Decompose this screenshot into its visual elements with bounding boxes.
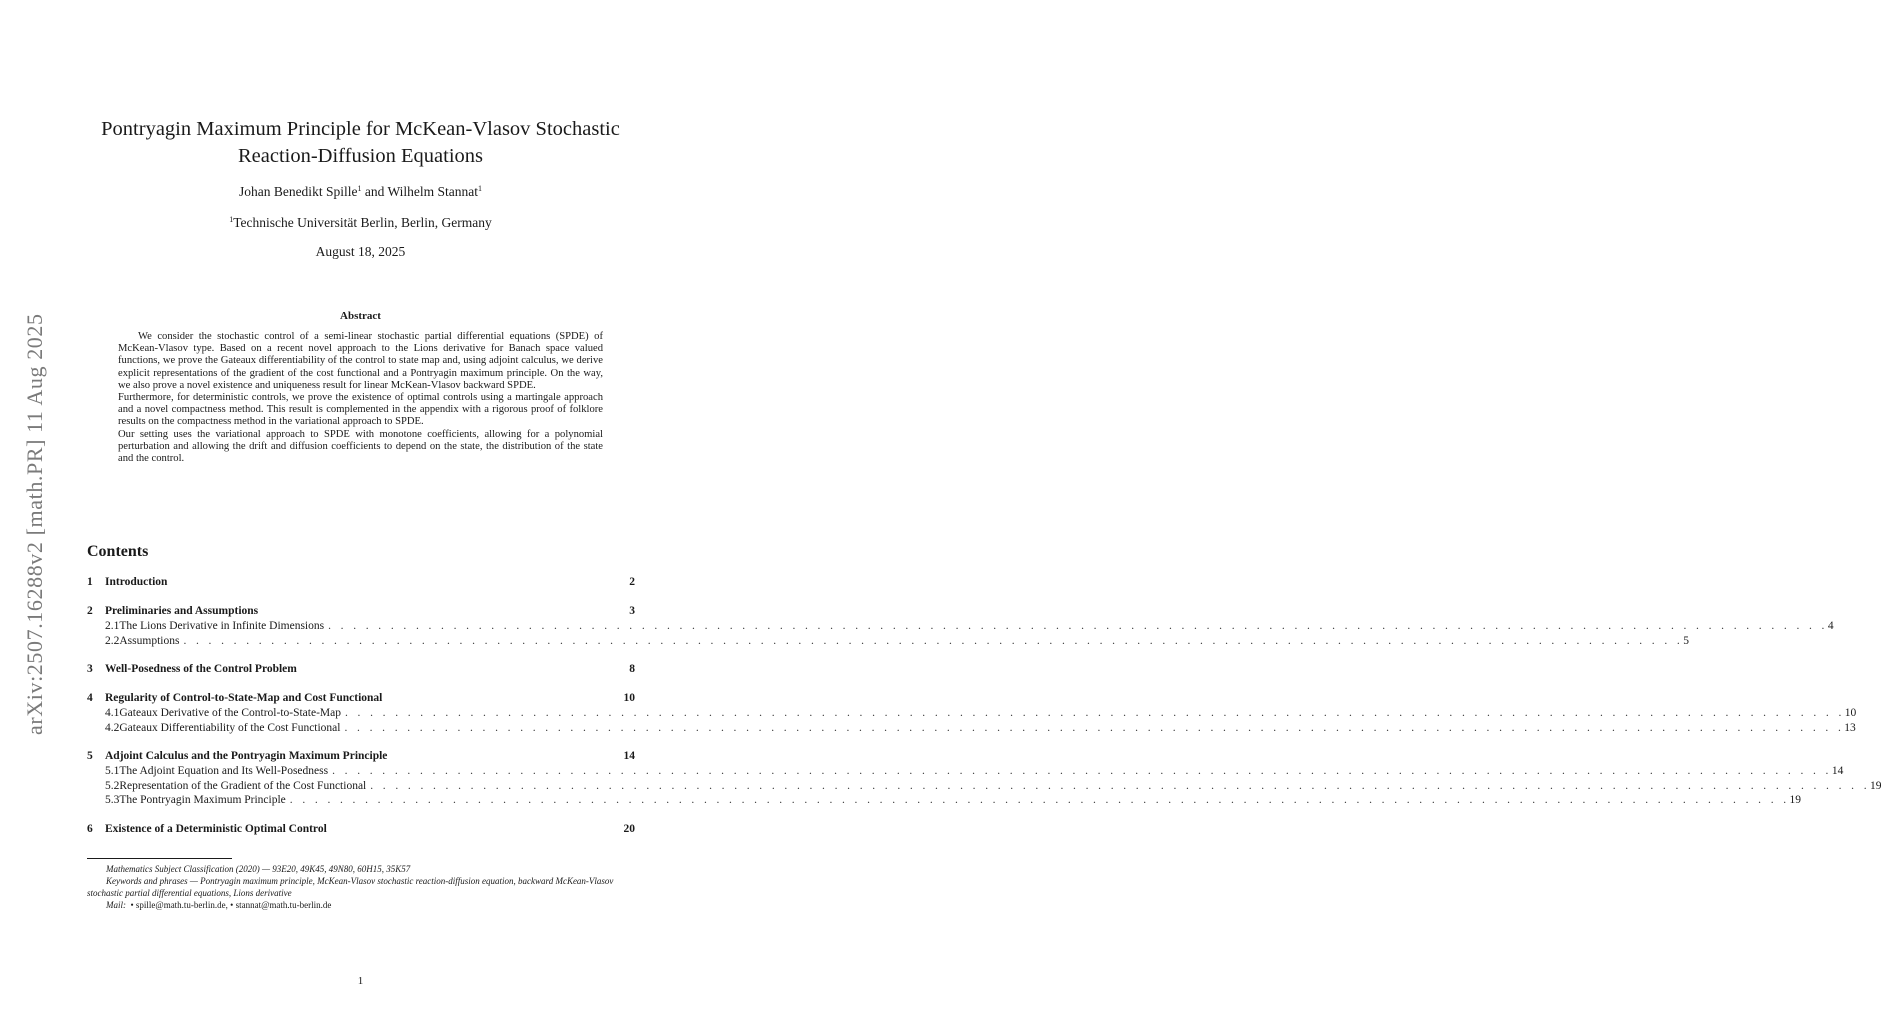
toc-section-page: 14 — [623, 750, 635, 762]
toc-subsection-title: The Lions Derivative in Infinite Dimensions — [119, 620, 325, 632]
toc-section-title: Regularity of Control-to-State-Map and Cost Functional — [105, 692, 383, 704]
toc-subsection-number: 5.1 — [105, 765, 120, 777]
footnote-mail-label: Mail: — [106, 900, 126, 910]
toc-section-number: 6 — [87, 822, 93, 835]
abstract-paragraph-1: We consider the stochastic control of a semi-linear stochastic partial differential equations (SPDE) of McKean-Vlasov type. Based on a recent novel approach to the Lions derivative for Banach space valued functions, we prove the Gateaux differentiability of the control to state map and, using adjoint calculus, we derive explicit representations of the gradient of the cost functional and a Pontryagin maximum principle. On the way, we also prove a novel existence and uniqueness result for linear McKean-Vlasov backward SPDE. — [118, 331, 603, 391]
author-2-affil-mark: 1 — [478, 184, 483, 193]
paper-title-line-1: Pontryagin Maximum Principle for McKean-Vlasov Stochastic — [101, 118, 620, 140]
author-1-affil-mark: 1 — [357, 184, 362, 193]
toc-dot-leader: . . . . . . . . . . . . . . . . . . . . . . . . . . . . . . . . . . . . . . . . . . . . . . . . . . . . . . . . . . . . . . . . . . . . . . . . . . . . . . . . . . . . . . . . . . . . . . . . . . . . . . . . . . . . . . . . . . . . . . . . — [183, 634, 1684, 647]
toc-section-6[interactable] — [87, 822, 635, 837]
toc-subsection-title: Gateaux Differentiability of the Cost Functional — [119, 721, 341, 734]
abstract-body — [118, 331, 603, 465]
toc-subsection-title: Gateaux Derivative of the Control-to-State-Map — [119, 707, 341, 719]
author-1: Johan Benedikt Spille — [238, 184, 358, 199]
toc-section-title: Existence of a Deterministic Optimal Control — [105, 822, 327, 835]
toc-subsection-page: 19 — [1789, 794, 1802, 806]
toc-subsection-number: 2.1 — [105, 620, 120, 632]
toc-section-number: 2 — [87, 605, 93, 617]
toc-subsection-title: The Adjoint Equation and Its Well-Posedness — [119, 765, 329, 777]
contents-heading: Contents — [87, 543, 149, 560]
toc-section-number: 1 — [87, 576, 93, 588]
toc-section-number: 3 — [87, 663, 93, 675]
toc-subsection-5.3[interactable] — [87, 793, 1802, 808]
footnote-keywords: Keywords and phrases — Pontryagin maximum principle, McKean-Vlasov stochastic reaction-diffusion equation, backward McKean-Vlasov stochastic partial differential equations, Lions derivative — [87, 876, 614, 898]
toc-dot-leader: . . . . . . . . . . . . . . . . . . . . . . . . . . . . . . . . . . . . . . . . . . . . . . . . . . . . . . . . . . . . . . . . . . . . . . . . . . . . . . . . . . . . . . . . . . . . . . . . . . . . . . . . . . . . . . . . . . . . . . . . — [289, 794, 1790, 806]
toc-subsection-number: 4.2 — [105, 721, 120, 734]
toc-subsection-title: Representation of the Gradient of the Cost Functional — [119, 779, 367, 792]
toc-subsection-number: 4.1 — [105, 707, 120, 719]
paper-date: August 18, 2025 — [315, 244, 406, 259]
author-2: Wilhelm Stannat — [387, 184, 479, 199]
toc-subsection-2.2[interactable] — [87, 634, 1689, 649]
table-of-contents — [87, 575, 1881, 837]
abstract-paragraph-3: Our setting uses the variational approach to SPDE with monotone coefficients, allowing for a polynomial perturbation and allowing the drift and diffusion coefficients to depend on the state, the distribution of the state and the control. — [118, 428, 603, 465]
footnote — [87, 863, 635, 911]
toc-subsection-page: 14 — [1831, 765, 1844, 777]
toc-section-5[interactable] — [87, 749, 635, 764]
toc-subsection-5.2[interactable] — [87, 779, 1881, 794]
toc-subsection-page: 13 — [1844, 721, 1856, 734]
toc-section-title: Preliminaries and Assumptions — [105, 605, 259, 617]
toc-section-1[interactable] — [87, 575, 635, 590]
toc-section-4[interactable] — [87, 691, 635, 706]
toc-section-page: 8 — [629, 663, 635, 675]
toc-dot-leader: . . . . . . . . . . . . . . . . . . . . . . . . . . . . . . . . . . . . . . . . . . . . . . . . . . . . . . . . . . . . . . . . . . . . . . . . . . . . . . . . . . . . . . . . . . . . . . . . . . . . . . . . . . . . . . . . . . . . . . . . — [345, 707, 1845, 719]
toc-section-number: 5 — [87, 750, 93, 762]
footnote-mail-2[interactable]: • stannat@math.tu-berlin.de — [230, 900, 332, 910]
toc-section-title: Well-Posedness of the Control Problem — [105, 663, 297, 675]
toc-subsection-title: Assumptions — [119, 634, 180, 647]
abstract-heading: Abstract — [340, 310, 381, 322]
toc-subsection-title: The Pontryagin Maximum Principle — [119, 794, 286, 806]
abstract-paragraph-2: Furthermore, for deterministic controls, we prove the existence of optimal controls using a martingale approach and a novel compactness method. This result is complemented in the appendix with a rigorous proof of folklore results on the compactness method in the variational approach to SPDE. — [118, 392, 603, 428]
paper-title — [90, 116, 631, 170]
footnote-mail-1[interactable]: • spille@math.tu-berlin.de, — [130, 900, 228, 910]
toc-subsection-page: 10 — [1844, 707, 1857, 719]
affiliation-text: Technische Universität Berlin, Berlin, Germany — [233, 215, 492, 230]
toc-subsection-page: 5 — [1683, 634, 1689, 647]
arxiv-stamp — [16, 283, 54, 735]
toc-section-2[interactable] — [87, 604, 635, 619]
toc-section-page: 20 — [623, 822, 635, 835]
toc-subsection-page: 19 — [1869, 779, 1881, 792]
toc-subsection-4.1[interactable] — [87, 706, 1857, 721]
toc-dot-leader: . . . . . . . . . . . . . . . . . . . . . . . . . . . . . . . . . . . . . . . . . . . . . . . . . . . . . . . . . . . . . . . . . . . . . . . . . . . . . . . . . . . . . . . . . . . . . . . . . . . . . . . . . . . . . . . . . . . . . . . . — [370, 779, 1870, 792]
affiliation-mark: 1 — [229, 215, 234, 224]
authors — [90, 184, 631, 200]
toc-section-number: 4 — [87, 692, 93, 704]
toc-dot-leader: . . . . . . . . . . . . . . . . . . . . . . . . . . . . . . . . . . . . . . . . . . . . . . . . . . . . . . . . . . . . . . . . . . . . . . . . . . . . . . . . . . . . . . . . . . . . . . . . . . . . . . . . . . . . . . . . . . . . . . . . — [344, 721, 1845, 734]
toc-dot-leader: . . . . . . . . . . . . . . . . . . . . . . . . . . . . . . . . . . . . . . . . . . . . . . . . . . . . . . . . . . . . . . . . . . . . . . . . . . . . . . . . . . . . . . . . . . . . . . . . . . . . . . . . . . . . . . . . . . . . . . . . — [332, 765, 1832, 777]
toc-section-title: Introduction — [105, 576, 168, 588]
toc-subsection-page: 4 — [1827, 620, 1834, 632]
toc-section-page: 3 — [629, 605, 635, 617]
paper-title-line-2: Reaction-Diffusion Equations — [237, 145, 483, 167]
toc-subsection-number: 5.3 — [105, 794, 120, 806]
toc-subsection-5.1[interactable] — [87, 764, 1844, 779]
toc-subsection-number: 2.2 — [105, 634, 120, 647]
toc-subsection-number: 5.2 — [105, 779, 120, 792]
arxiv-stamp-text: arXiv:2507.16288v2 [math.PR] 11 Aug 2025 — [22, 313, 47, 735]
toc-section-3[interactable] — [87, 662, 635, 677]
toc-section-page: 10 — [623, 692, 635, 704]
toc-section-title: Adjoint Calculus and the Pontryagin Maximum Principle — [105, 750, 388, 762]
footnote-rule — [87, 858, 232, 859]
toc-dot-leader: . . . . . . . . . . . . . . . . . . . . . . . . . . . . . . . . . . . . . . . . . . . . . . . . . . . . . . . . . . . . . . . . . . . . . . . . . . . . . . . . . . . . . . . . . . . . . . . . . . . . . . . . . . . . . . . . . . . . . . . . — [328, 620, 1828, 632]
footnote-msc: Mathematics Subject Classification (2020) — 93E20, 49K45, 49N80, 60H15, 35K57 — [106, 864, 411, 874]
affiliation — [90, 215, 631, 231]
page-number: 1 — [357, 975, 364, 987]
author-connector: and — [361, 184, 388, 199]
toc-subsection-4.2[interactable] — [87, 721, 1856, 736]
toc-section-page: 2 — [629, 576, 635, 588]
toc-subsection-2.1[interactable] — [87, 619, 1834, 634]
